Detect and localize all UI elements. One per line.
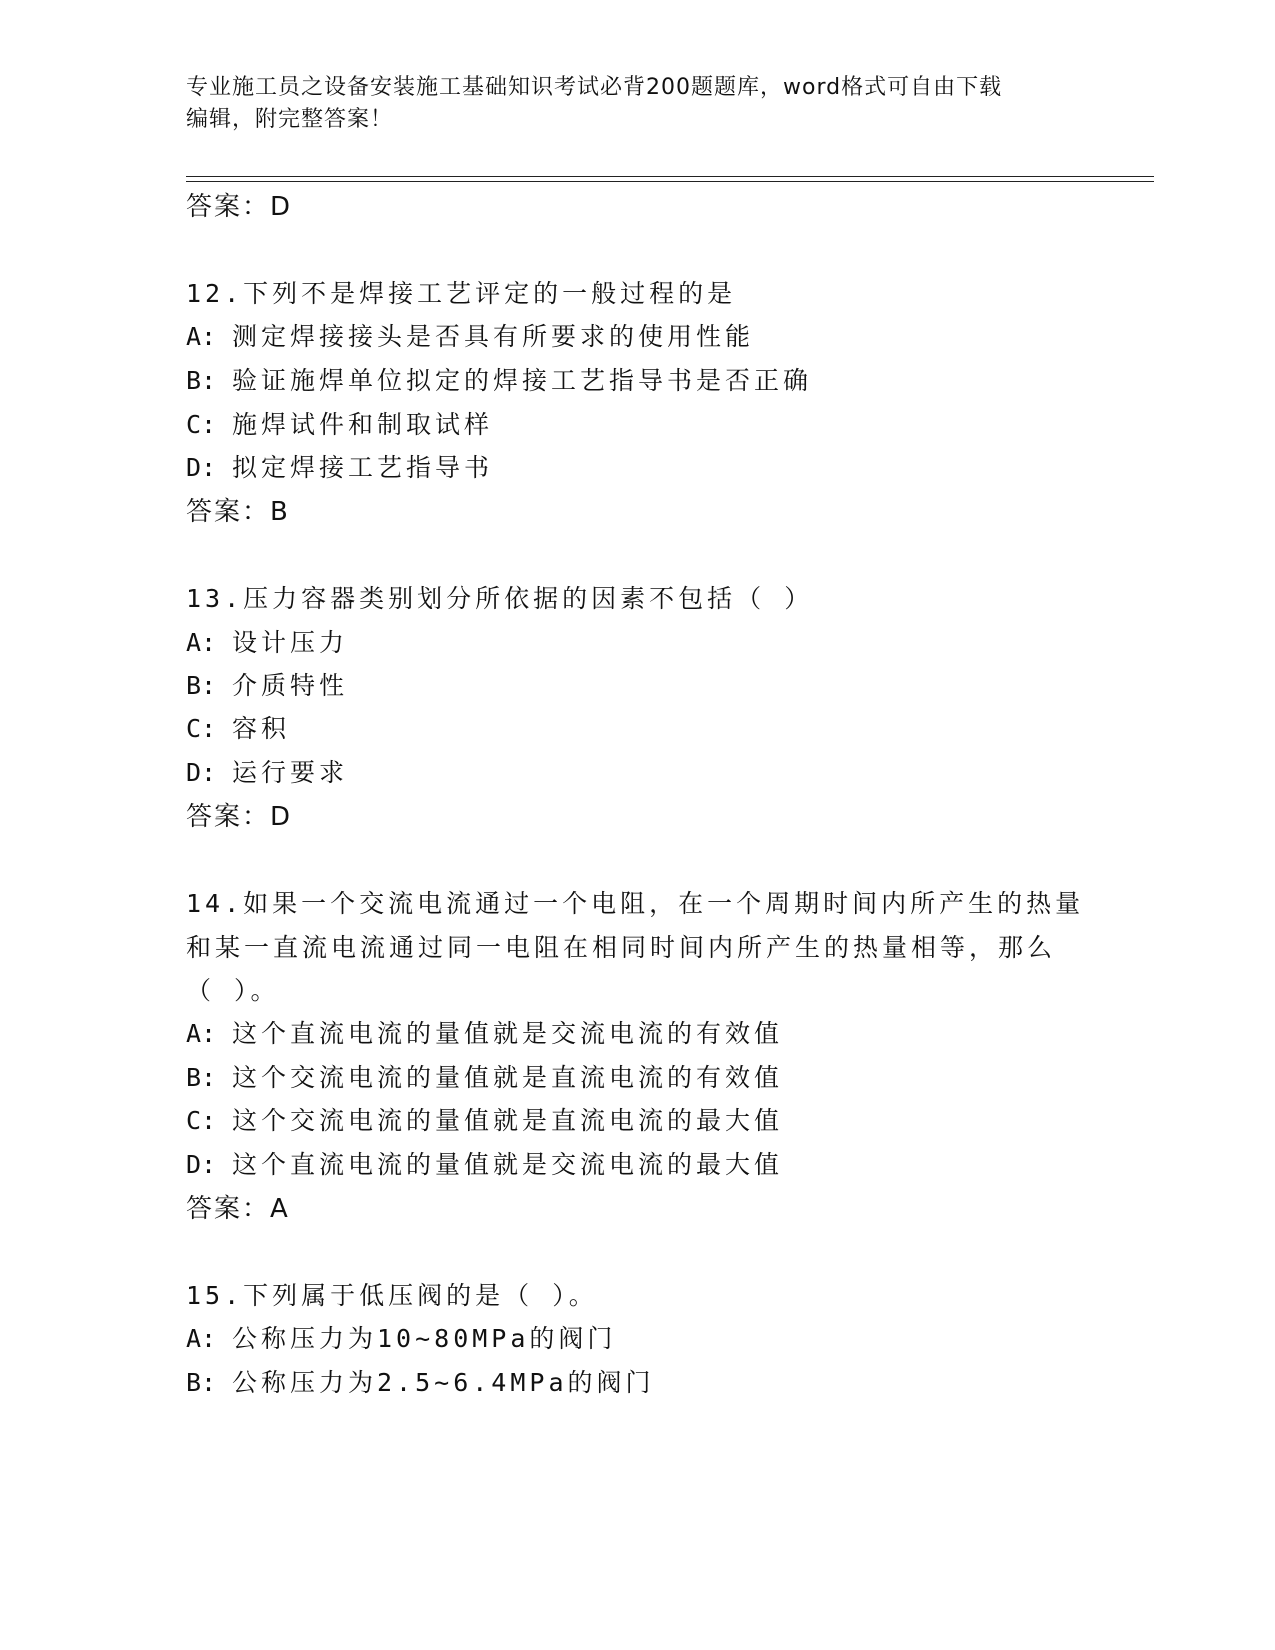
question-14-line-3: （ ）。 bbox=[186, 976, 280, 1005]
header-divider-top bbox=[186, 176, 1154, 177]
option-text: 这个直流电流的量值就是交流电流的最大值 bbox=[232, 1150, 784, 1179]
answer-q11: 答案：D bbox=[186, 192, 293, 222]
option-text: 这个直流电流的量值就是交流电流的有效值 bbox=[232, 1019, 784, 1048]
question-14-line-2: 和某一直流电流通过同一电阻在相同时间内所产生的热量相等，那么 bbox=[186, 933, 1057, 962]
option-text: 拟定焊接工艺指导书 bbox=[232, 453, 494, 482]
q13-option-a bbox=[186, 623, 348, 659]
option-text: 容积 bbox=[232, 714, 291, 743]
q15-option-b bbox=[186, 1363, 655, 1399]
option-label: A: bbox=[186, 1324, 217, 1353]
option-text: 这个交流电流的量值就是直流电流的有效值 bbox=[232, 1063, 784, 1092]
option-label: A: bbox=[186, 628, 217, 657]
option-label: C: bbox=[186, 714, 217, 743]
q13-option-b bbox=[186, 666, 348, 702]
question-12: 12.下列不是焊接工艺评定的一般过程的是 bbox=[186, 279, 737, 308]
q15-option-a bbox=[186, 1319, 616, 1355]
option-text: 施焊试件和制取试样 bbox=[232, 410, 494, 439]
answer-q13: 答案：D bbox=[186, 802, 293, 832]
option-text: 运行要求 bbox=[232, 758, 349, 787]
answer-q12: 答案：B bbox=[186, 497, 290, 527]
q14-option-c bbox=[186, 1101, 783, 1137]
q14-option-d bbox=[186, 1145, 783, 1181]
option-text: 这个交流电流的量值就是直流电流的最大值 bbox=[232, 1106, 784, 1135]
header-divider-bottom bbox=[186, 181, 1154, 182]
q14-option-a bbox=[186, 1014, 783, 1050]
option-text: 验证施焊单位拟定的焊接工艺指导书是否正确 bbox=[232, 366, 813, 395]
q14-option-b bbox=[186, 1058, 783, 1094]
option-text: 公称压力为10~80MPa的阀门 bbox=[232, 1324, 617, 1353]
option-label: A: bbox=[186, 322, 217, 351]
option-text: 介质特性 bbox=[232, 671, 349, 700]
question-13: 13.压力容器类别划分所依据的因素不包括（ ） bbox=[186, 584, 814, 613]
question-15: 15.下列属于低压阀的是（ ）。 bbox=[186, 1281, 598, 1310]
q13-option-c bbox=[186, 709, 290, 745]
document-header bbox=[186, 72, 1066, 136]
option-label: A: bbox=[186, 1019, 217, 1048]
option-label: D: bbox=[186, 758, 217, 787]
option-label: B: bbox=[186, 366, 217, 395]
option-label: B: bbox=[186, 1063, 217, 1092]
option-label: C: bbox=[186, 1106, 217, 1135]
option-label: D: bbox=[186, 1150, 217, 1179]
option-label: D: bbox=[186, 453, 217, 482]
q12-option-b bbox=[186, 361, 812, 397]
option-label: C: bbox=[186, 410, 217, 439]
header-title-line-1: 专业施工员之设备安装施工基础知识考试必背200题题库，word格式可自由下载 bbox=[186, 75, 1003, 100]
option-text: 测定焊接接头是否具有所要求的使用性能 bbox=[232, 322, 755, 351]
q12-option-c bbox=[186, 405, 493, 441]
q12-option-d bbox=[186, 448, 493, 484]
answer-q14: 答案：A bbox=[186, 1194, 290, 1224]
q13-option-d bbox=[186, 753, 348, 789]
option-text: 公称压力为2.5~6.4MPa的阀门 bbox=[232, 1368, 655, 1397]
question-14-line-1: 14.如果一个交流电流通过一个电阻，在一个周期时间内所产生的热量 bbox=[186, 889, 1085, 918]
option-text: 设计压力 bbox=[232, 628, 349, 657]
option-label: B: bbox=[186, 1368, 217, 1397]
q12-option-a bbox=[186, 317, 754, 353]
header-title-line-2: 编辑，附完整答案！ bbox=[186, 107, 394, 132]
option-label: B: bbox=[186, 671, 217, 700]
